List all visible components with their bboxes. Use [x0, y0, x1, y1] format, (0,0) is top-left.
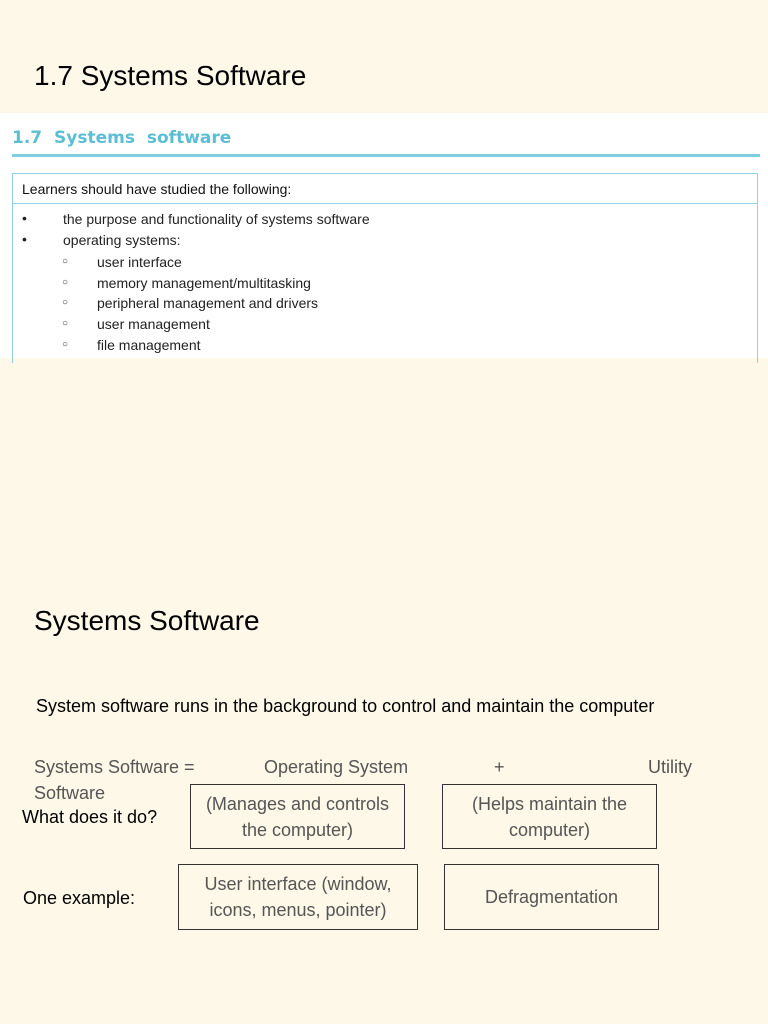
equation-lhs: Systems Software =: [34, 757, 195, 777]
circle-bullet-icon: ○: [62, 297, 69, 308]
os-example-text: User interface (window, icons, menus, pointer): [204, 874, 392, 920]
row-label-what: What does it do?: [22, 807, 158, 827]
circle-bullet-icon: ○: [62, 277, 69, 288]
spec-sub-item: memory management/multitasking: [97, 275, 311, 291]
circle-bullet-icon: ○: [62, 339, 69, 350]
slide2-title: Systems Software: [34, 605, 260, 636]
circle-bullet-icon: ○: [62, 318, 69, 329]
spec-item: the purpose and functionality of systems software: [63, 211, 370, 227]
spec-box-header-text: Learners should have studied the following:: [22, 181, 292, 197]
spec-item: operating systems:: [63, 232, 181, 248]
spec-heading: 1.7 Systems software: [12, 128, 232, 148]
equation-os: Operating System: [264, 757, 409, 777]
equation-plus: +: [494, 757, 505, 777]
slide2-intro: System software runs in the background to control and maintain the computer: [36, 696, 655, 716]
spec-sub-item: peripheral management and drivers: [97, 295, 319, 311]
os-purpose-text: (Manages and controls the computer): [205, 793, 390, 840]
spec-sub-item: file management: [97, 337, 201, 353]
equation-utility-cont: Software: [34, 783, 106, 803]
utility-example-box: [444, 864, 659, 930]
bullet-icon: •: [22, 231, 27, 247]
bullet-icon: •: [22, 210, 27, 226]
equation-utility: Utility: [648, 757, 692, 777]
circle-bullet-icon: ○: [62, 256, 69, 267]
spec-sub-item: user interface: [97, 254, 182, 270]
slide1-title: 1.7 Systems Software: [34, 60, 307, 91]
os-purpose-box: [190, 784, 405, 849]
os-example-box: [178, 864, 418, 930]
spec-heading-rule: [12, 154, 760, 157]
utility-purpose-text: (Helps maintain the computer): [471, 793, 628, 840]
utility-example-text: Defragmentation: [484, 887, 619, 907]
spec-sub-item: user management: [97, 316, 210, 332]
utility-purpose-box: [442, 784, 657, 849]
row-label-example: One example:: [23, 888, 136, 908]
